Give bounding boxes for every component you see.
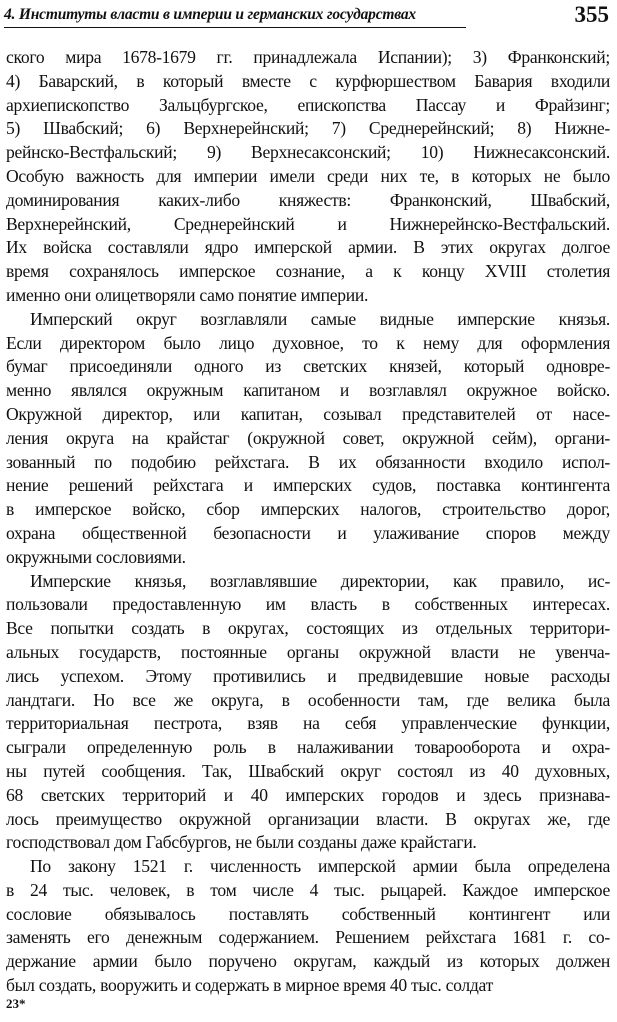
text-line: зованный по подобию рейхстага. В их обязанности входило испол- — [6, 451, 610, 472]
chapter-title: 4. Институты власти в империи и германских государствах — [4, 6, 416, 23]
text-line: 5) Швабский; 6) Верхнерейнский; 7) Среднерейнский; 8) Нижне- — [6, 118, 610, 139]
text-line: Имперский округ возглавляли самые видные имперские князья. — [30, 308, 610, 329]
text-line: ны путей сообщения. Так, Швабский округ состоял из 40 духовных, — [6, 760, 610, 781]
signature-mark: 23* — [6, 996, 26, 1011]
text-line: сыграли определенную роль в налаживании товарооборота и охра- — [6, 737, 610, 758]
text-line: окружными сословиями. — [6, 546, 186, 567]
text-line: Окружной директор, или капитан, созывал представителей от насе- — [6, 403, 610, 424]
text-line: ского мира 1678-1679 гг. принадлежала Испании); 3) Франконский; — [6, 47, 610, 67]
text-line: пользовали предоставленную им власть в собственных интересах. — [6, 594, 610, 615]
text-line: доминирования каких-либо княжеств: Франконский, Швабский, — [6, 189, 610, 210]
text-line: охрана общественной безопасности и улаживание споров между — [6, 522, 610, 543]
text-line: время сохранялось имперское сознание, а к концу XVIII столетия — [6, 261, 610, 282]
text-line: держание армии было поручено округам, каждый из которых должен — [6, 951, 610, 972]
text-line: господствовал дом Габсбургов, не были созданы даже крайстаги. — [6, 832, 477, 853]
text-line: лось преимущество окружной организации власти. В округах же, где — [6, 808, 610, 829]
text-line: в имперское войско, сбор имперских налогов, строительство дорог, — [6, 499, 610, 520]
text-line: ления округа на крайстаг (окружной совет, окружной сейм), органи- — [6, 427, 610, 448]
text-line: сословие обязывалось поставлять собственный контингент или — [6, 903, 610, 924]
text-line: бумаг присоединяли одного из светских князей, который одновре- — [6, 356, 610, 377]
page-number: 355 — [574, 2, 609, 27]
text-line: альных государств, постоянные органы окружной власти не увенча- — [6, 641, 610, 662]
text-line: 4) Баварский, в который вместе с курфюршеством Бавария входили — [6, 70, 610, 91]
text-line: менно являлся окружным капитаном и возглавлял окружное войско. — [6, 380, 610, 401]
text-line: 68 светских территорий и 40 имперских городов и здесь признава- — [6, 784, 610, 805]
text-line: Все попытки создать в округах, состоящих из отдельных территори- — [6, 618, 610, 639]
text-line: Верхнерейнский, Среднерейнский и Нижнерейнско-Вестфальский. — [6, 213, 610, 234]
text-line: в 24 тыс. человек, в том числе 4 тыс. рыцарей. Каждое имперское — [6, 879, 610, 900]
running-header — [4, 2, 613, 28]
text-line: нение решений рейхстага и имперских судов, поставка контингента — [6, 475, 610, 496]
text-line: По закону 1521 г. численность имперской армии была определена — [30, 856, 610, 877]
text-line: заменять его денежным содержанием. Решением рейхстага 1681 г. со- — [6, 927, 610, 948]
text-line: территориальная пестрота, взяв на себя управленческие функции, — [6, 713, 610, 734]
text-line: архиепископство Зальцбургское, епископства Пассау и Фрайзинг; — [6, 94, 610, 115]
text-line: именно они олицетворяли само понятие империи. — [6, 284, 369, 305]
text-line: Особую важность для империи имели среди них те, в которых не было — [6, 165, 610, 186]
text-line: Имперские князья, возглавлявшие директории, как правило, ис- — [30, 570, 610, 591]
text-line: ландтаги. Но все же округа, в особенности там, где велика была — [6, 689, 610, 710]
text-line: Если директором было лицо духовное, то к нему для оформления — [6, 332, 610, 353]
text-line: Их войска составляли ядро имперской армии. В этих округах долгое — [6, 237, 610, 258]
body-text — [6, 46, 610, 998]
text-line: лись успехом. Этому противились и предвидевшие новые расходы — [6, 665, 610, 686]
text-line: рейнско-Вестфальский; 9) Верхнесаксонский; 10) Нижнесаксонский. — [6, 142, 610, 163]
text-line: был создать, вооружить и содержать в мирное время 40 тыс. солдат — [6, 975, 493, 996]
header-rule — [4, 27, 466, 28]
